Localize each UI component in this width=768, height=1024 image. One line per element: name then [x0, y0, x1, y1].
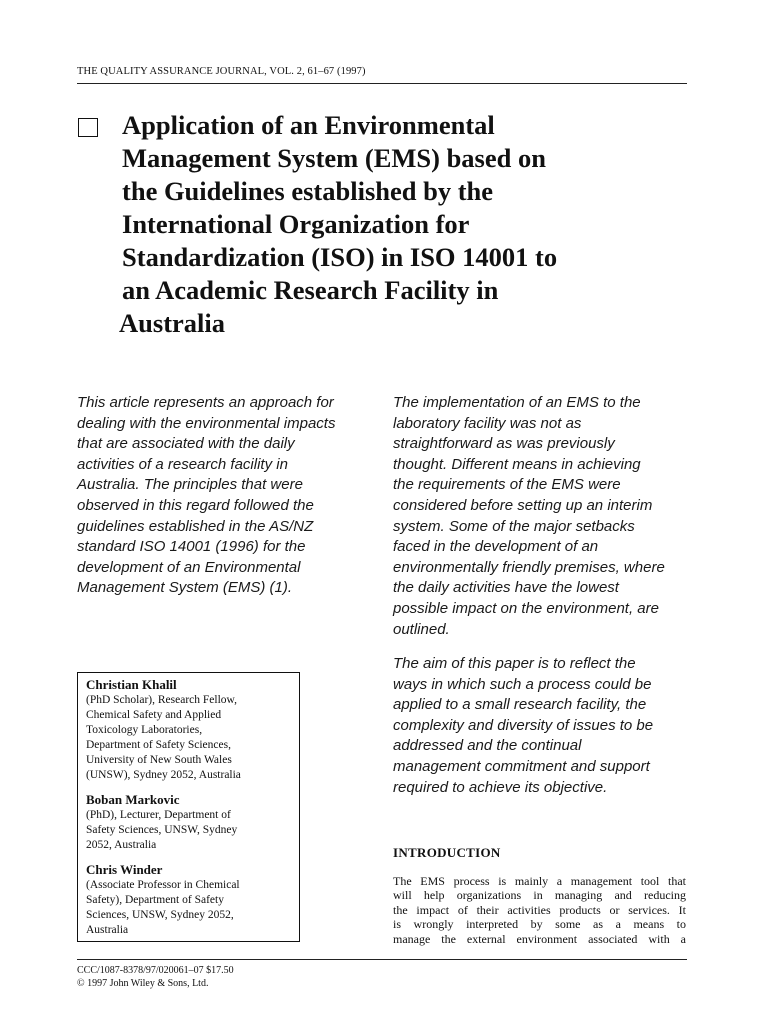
body-line: is wrongly interpreted by some as a means to [393, 917, 686, 932]
title-line: Standardization (ISO) in ISO 14001 to [122, 242, 558, 272]
title-line: Application of an Environmental [122, 110, 495, 140]
abstract-line: considered before setting up an interim [393, 496, 653, 514]
title-line: International Organization for [122, 209, 470, 239]
article-title [119, 109, 682, 340]
journal-header: THE QUALITY ASSURANCE JOURNAL, VOL. 2, 61–67 (1997) [77, 66, 366, 77]
abstract-line: dealing with the environmental impacts [77, 414, 336, 432]
abstract-line: that are associated with the daily [77, 435, 295, 453]
abstract-left [77, 393, 367, 599]
abstract-line: faced in the development of an [393, 538, 599, 556]
title-line: an Academic Research Facility in [122, 275, 499, 305]
affiliation-line: Safety Sciences, UNSW, Sydney [86, 824, 238, 836]
affiliation-line: Department of Safety Sciences, [86, 739, 231, 751]
abstract-line: straightforward as was previously [393, 435, 615, 453]
affiliation-line: Sciences, UNSW, Sydney 2052, [86, 909, 234, 921]
abstract-line: development of an Environmental [77, 558, 301, 576]
abstract-aim [393, 654, 693, 798]
abstract-line: complexity and diversity of issues to be [393, 716, 654, 734]
header-rule [77, 83, 687, 84]
body-line: will help organizations in managing and reducing [393, 888, 686, 903]
abstract-line: required to achieve its objective. [393, 778, 608, 796]
footer-rule [77, 959, 687, 960]
abstract-line: Management System (EMS) (1). [77, 579, 293, 597]
abstract-line: standard ISO 14001 (1996) for the [77, 538, 306, 556]
affiliation-line: Safety), Department of Safety [86, 894, 224, 906]
body-line: The EMS process is mainly a management tool that [393, 874, 686, 888]
affiliation-line: (PhD), Lecturer, Department of [86, 809, 231, 821]
author-name: Christian Khalil [86, 677, 177, 692]
abstract-line: environmentally friendly premises, where [393, 558, 665, 576]
affiliation-line: Chemical Safety and Applied [86, 709, 222, 721]
affiliation-line: Australia [86, 924, 129, 936]
abstract-line: laboratory facility was not as [393, 414, 582, 432]
author-entry [86, 677, 291, 783]
abstract-line: outlined. [393, 620, 450, 638]
title-box-icon [78, 118, 98, 137]
abstract-line: thought. Different means in achieving [393, 455, 641, 473]
affiliation-line: 2052, Australia [86, 839, 157, 851]
author-name: Chris Winder [86, 862, 163, 877]
abstract-line: applied to a small research facility, the [393, 696, 647, 714]
abstract-line: management commitment and support [393, 757, 650, 775]
abstract-line: activities of a research facility in [77, 455, 288, 473]
abstract-line: possible impact on the environment, are [393, 599, 659, 617]
abstract-line: This article represents an approach for [77, 394, 334, 411]
abstract-line: observed in this regard followed the [77, 496, 314, 514]
affiliation-line: University of New South Wales [86, 754, 232, 766]
body-line: the impact of their activities products or services. It [393, 902, 686, 917]
affiliation-line: (Associate Professor in Chemical [86, 879, 240, 891]
title-line: Australia [119, 308, 225, 338]
author-affiliation [86, 878, 291, 938]
footer-code: CCC/1087-8378/97/020061–07 $17.50 [77, 965, 234, 976]
introduction-text [393, 874, 686, 946]
footer-copyright: © 1997 John Wiley & Sons, Ltd. [77, 978, 209, 989]
abstract-line: Australia. The principles that were [77, 476, 303, 494]
author-entry [86, 792, 291, 853]
section-heading-introduction: INTRODUCTION [393, 845, 501, 860]
abstract-line: The implementation of an EMS to the [393, 394, 641, 411]
abstract-line: system. Some of the major setbacks [393, 517, 635, 535]
author-box [77, 672, 300, 942]
title-line: Management System (EMS) based on [122, 143, 546, 173]
abstract-right [393, 393, 693, 640]
author-affiliation [86, 693, 291, 783]
affiliation-line: (UNSW), Sydney 2052, Australia [86, 769, 241, 781]
title-line: the Guidelines established by the [122, 176, 494, 206]
affiliation-line: Toxicology Laboratories, [86, 724, 203, 736]
abstract-line: guidelines established in the AS/NZ [77, 517, 314, 535]
footer [77, 964, 234, 990]
author-affiliation [86, 808, 291, 853]
body-line: manage the external environment associated with a [393, 931, 686, 946]
affiliation-line: (PhD Scholar), Research Fellow, [86, 694, 237, 706]
abstract-line: The aim of this paper is to reflect the [393, 655, 636, 672]
abstract-line: the requirements of the EMS were [393, 476, 621, 494]
abstract-line: addressed and the continual [393, 737, 582, 755]
author-entry [86, 862, 291, 938]
author-name: Boban Markovic [86, 792, 180, 807]
abstract-line: the daily activities have the lowest [393, 579, 619, 597]
abstract-line: ways in which such a process could be [393, 675, 652, 693]
